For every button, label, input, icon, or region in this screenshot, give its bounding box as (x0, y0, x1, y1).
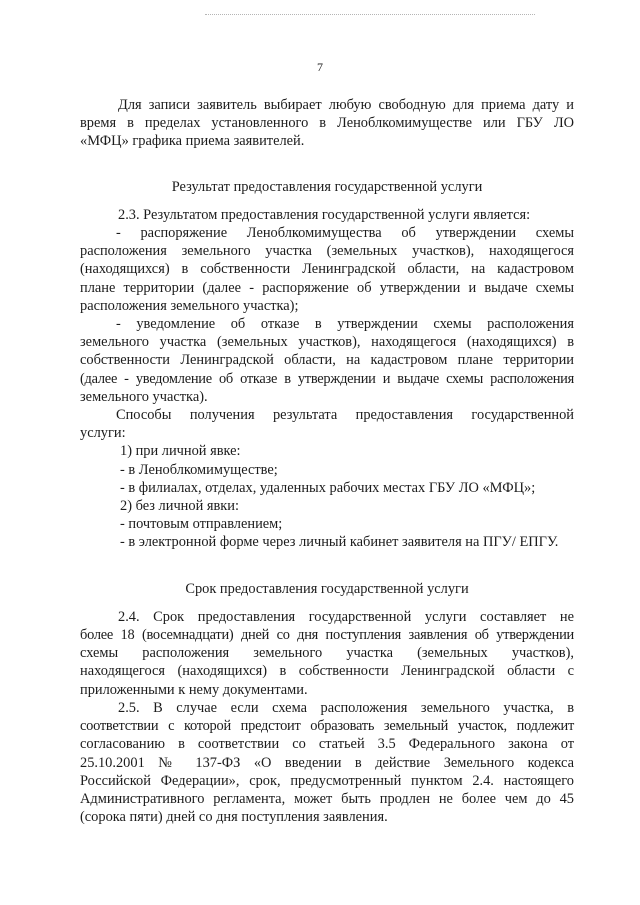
methods-line: услуги: (80, 425, 126, 442)
result-item-line: расположения земельного участка); (80, 297, 299, 314)
paragraph-2-5-line: (сорока пяти) дней со дня поступления заявления. (80, 809, 388, 826)
intro-line: «МФЦ» графика приема заявителей. (80, 133, 305, 150)
result-item-line: - распоряжение Леноблкомимущества об утверждении схемы (116, 225, 574, 242)
intro-line: Для записи заявитель выбирает любую свободную для приема дату и (118, 97, 574, 113)
section-heading-term: Срок предоставления государственной услуги (185, 580, 469, 597)
list-item: - в Леноблкомимуществе; (120, 461, 278, 478)
list-item: - в электронной форме через личный кабинет заявителя на ПГУ/ ЕПГУ. (120, 534, 559, 551)
page-number: 7 (317, 60, 323, 74)
paragraph-2-4-line: приложенными к нему документами. (80, 681, 308, 698)
paragraph-2-5-line: Административного регламента, может быть продлен не более чем до 45 (80, 790, 574, 807)
result-item-line: земельного участка (земельных участков), находящегося (находящихся) в (80, 334, 574, 351)
paragraph-2-5-line: согласованию в соответствии со статьей 3.5 Федерального закона от (80, 736, 574, 753)
result-item-line: (далее - уведомление об отказе в утверждении и выдаче схемы расположения (80, 370, 574, 387)
result-item-line: собственности Ленинградской области, на кадастровом плане территории (80, 352, 574, 369)
result-item-line: расположения земельного участка (земельных участков), находящегося (80, 243, 574, 260)
intro-line: время в пределах установленного в Леноблкомимуществе или ГБУ ЛО (80, 115, 574, 132)
result-item-line: - уведомление об отказе в утверждении схемы расположения (116, 316, 574, 333)
section-heading-result: Результат предоставления государственной услуги (171, 178, 483, 195)
list-item: - почтовым отправлением; (120, 516, 283, 533)
paragraph-2-4-line: более 18 (восемнадцати) дней со дня поступления заявления об утверждении (80, 627, 574, 644)
paragraph-2-5-line: соответствии с которой предстоит образовать земельный участок, подлежит (80, 718, 574, 735)
paragraph-2-5-line: 25.10.2001 № 137-ФЗ «О введении в действие Земельного кодекса (80, 754, 574, 771)
document-body (80, 96, 574, 826)
paragraph-2-5-line: 2.5. В случае если схема расположения земельного участка, в (118, 699, 574, 716)
paragraph-2-4-line: схемы расположения земельного участка (земельных участков), (80, 645, 574, 662)
paragraph-2-4-line: находящегося (находящихся) в собственности Ленинградской области с (80, 663, 574, 680)
paragraph-2-5-line: Российской Федерации», срок, предусмотренный пунктом 2.4. настоящего (80, 772, 574, 789)
result-item-line: (находящихся) в собственности Ленинградской области, на кадастровом (80, 261, 574, 278)
list-item: 1) при личной явке: (120, 443, 241, 460)
paragraph-2-4-line: 2.4. Срок предоставления государственной услуги составляет не (118, 608, 574, 625)
scan-top-line (205, 14, 535, 15)
paragraph-2-3: 2.3. Результатом предоставления государственной услуги является: (118, 206, 531, 223)
list-item: - в филиалах, отделах, удаленных рабочих местах ГБУ ЛО «МФЦ»; (120, 479, 536, 496)
list-item: 2) без личной явки: (120, 498, 239, 515)
methods-line: Способы получения результата предоставления государственной (116, 407, 574, 424)
result-item-line: земельного участка). (80, 388, 208, 405)
result-item-line: плане территории (далее - распоряжение об утверждении и выдаче схемы (80, 279, 574, 296)
